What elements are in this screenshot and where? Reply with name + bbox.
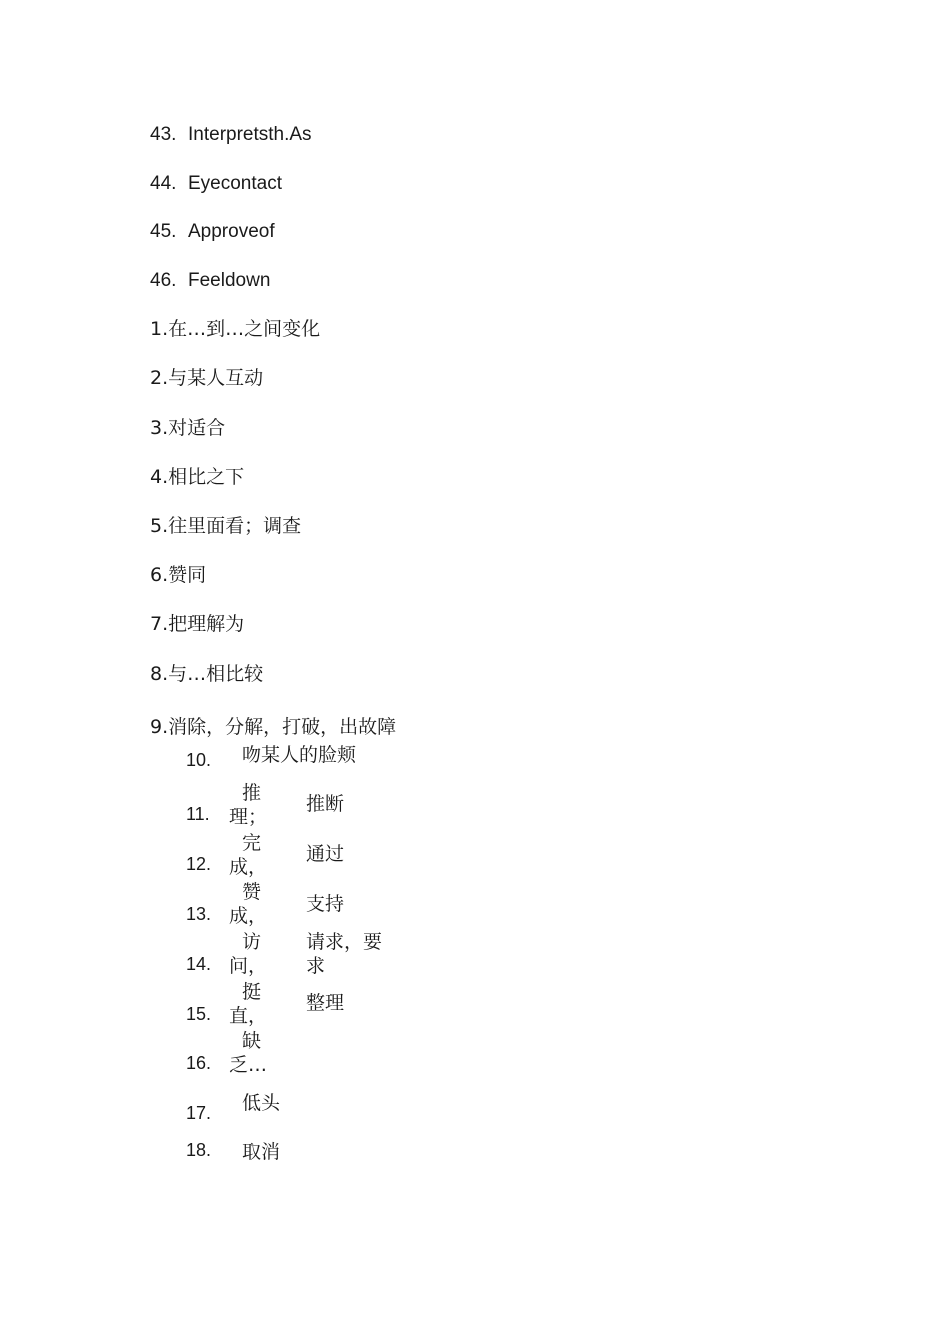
list-number-17: 17. <box>186 1103 212 1123</box>
chinese-item-5: 5.往里面看；调查 <box>150 515 302 537</box>
chinese-item-1: 1.在…到…之间变化 <box>150 318 321 340</box>
list-text-14-b: 请求，要求 <box>306 931 383 977</box>
list-text-17: 低头 <box>242 1092 281 1114</box>
item-number: 44. <box>150 173 177 194</box>
list-number-10: 10. <box>186 750 212 770</box>
vocab-item-44 <box>150 172 282 196</box>
list-text-10: 吻某人的脸颊 <box>242 744 357 766</box>
list-text-13-b: 支持 <box>306 893 345 915</box>
list-number-16: 16. <box>186 1053 212 1073</box>
list-number-11: 11. <box>186 804 210 824</box>
chinese-item-4: 4.相比之下 <box>150 466 245 488</box>
list-text-16-a: 缺乏… <box>229 1030 268 1076</box>
list-number-13: 13. <box>186 904 212 924</box>
item-number: 43. <box>150 124 177 145</box>
chinese-item-6: 6.赞同 <box>150 564 207 586</box>
list-number-14: 14. <box>186 954 212 974</box>
chinese-item-3: 3.对适合 <box>150 417 226 439</box>
list-number-18: 18. <box>186 1140 212 1160</box>
list-text-11-a: 推理； <box>229 782 268 828</box>
list-text-11-b: 推断 <box>306 793 345 815</box>
item-text: Approveof <box>188 221 275 242</box>
vocab-item-45 <box>150 220 275 244</box>
item-text: Feeldown <box>188 270 271 291</box>
list-number-15: 15. <box>186 1004 212 1024</box>
item-text: Interpretsth.As <box>188 124 312 145</box>
list-text-18: 取消 <box>242 1141 281 1163</box>
item-text: Eyecontact <box>188 173 282 194</box>
chinese-item-8: 8.与…相比较 <box>150 663 264 685</box>
list-number-12: 12. <box>186 854 212 874</box>
list-text-15-a: 挺直， <box>229 981 268 1027</box>
list-text-14-a: 访问， <box>229 931 268 977</box>
list-text-12-b: 通过 <box>306 843 345 865</box>
vocab-item-46 <box>150 269 270 293</box>
chinese-item-2: 2.与某人互动 <box>150 367 264 389</box>
list-text-15-b: 整理 <box>306 992 345 1014</box>
chinese-item-9: 9.消除，分解，打破，出故障 <box>150 716 397 738</box>
item-number: 45. <box>150 221 177 242</box>
vocab-item-43 <box>150 123 312 147</box>
item-number: 46. <box>150 270 177 291</box>
list-text-12-a: 完成， <box>229 832 268 878</box>
chinese-item-7: 7.把理解为 <box>150 613 245 635</box>
list-text-13-a: 赞成， <box>229 881 268 927</box>
